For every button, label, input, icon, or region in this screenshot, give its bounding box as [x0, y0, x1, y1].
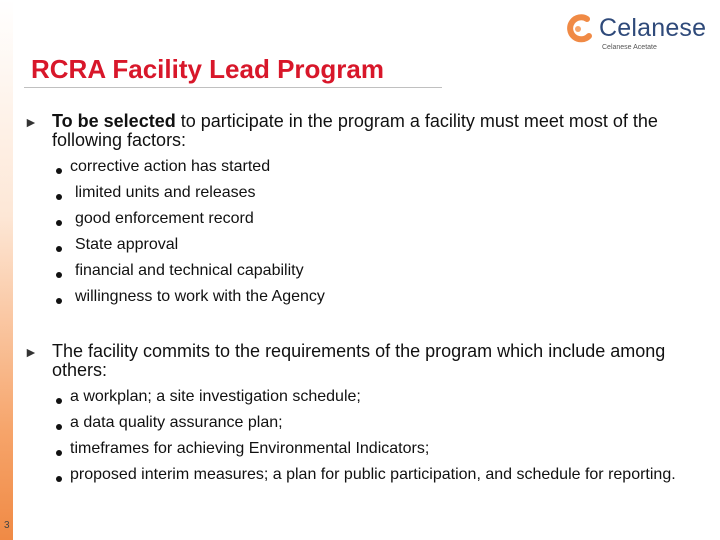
bullet-dot-icon: [56, 424, 62, 430]
section-1-item: financial and technical capability: [75, 262, 304, 279]
bullet-dot-icon: [56, 450, 62, 456]
bullet-arrow-icon: ►: [24, 344, 38, 360]
bullet-dot-icon: [56, 194, 62, 200]
bullet-dot-icon: [56, 298, 62, 304]
section-1-item: good enforcement record: [75, 210, 254, 227]
section-2-item: timeframes for achieving Environmental Indicators;: [70, 440, 430, 457]
section-2-lead: The facility commits to the requirements of the program which include among others:: [52, 341, 666, 380]
page-number: 3: [4, 520, 10, 531]
slide-title: RCRA Facility Lead Program: [31, 54, 385, 84]
section-2-item: a data quality assurance plan;: [70, 414, 283, 431]
section-2-item: proposed interim measures; a plan for public participation, and schedule for reporting.: [70, 466, 676, 483]
logo-name: Celanese: [599, 14, 707, 42]
section-2-item: a workplan; a site investigation schedule;: [70, 388, 361, 405]
bullet-dot-icon: [56, 476, 62, 482]
celanese-logo: [565, 12, 715, 54]
bullet-dot-icon: [56, 220, 62, 226]
bullet-dot-icon: [56, 168, 62, 174]
section-1-lead-bold: To be selected: [52, 111, 176, 131]
section-1-item: corrective action has started: [70, 158, 271, 175]
orange-accent-bar: [0, 0, 13, 540]
section-1-item: limited units and releases: [75, 184, 256, 201]
celanese-logo-icon: [565, 14, 595, 44]
bullet-dot-icon: [56, 398, 62, 404]
section-1-lead-rest: to participate in the program a facility must meet most of the following factors:: [52, 111, 658, 150]
bullet-dot-icon: [56, 272, 62, 278]
title-rule: [24, 87, 442, 88]
section-1-lead: [52, 112, 712, 150]
logo-subtitle: Celanese Acetate: [602, 44, 657, 51]
section-1-item: willingness to work with the Agency: [75, 288, 325, 305]
section-1-item: State approval: [75, 236, 179, 253]
bullet-dot-icon: [56, 246, 62, 252]
bullet-arrow-icon: ►: [24, 114, 38, 130]
